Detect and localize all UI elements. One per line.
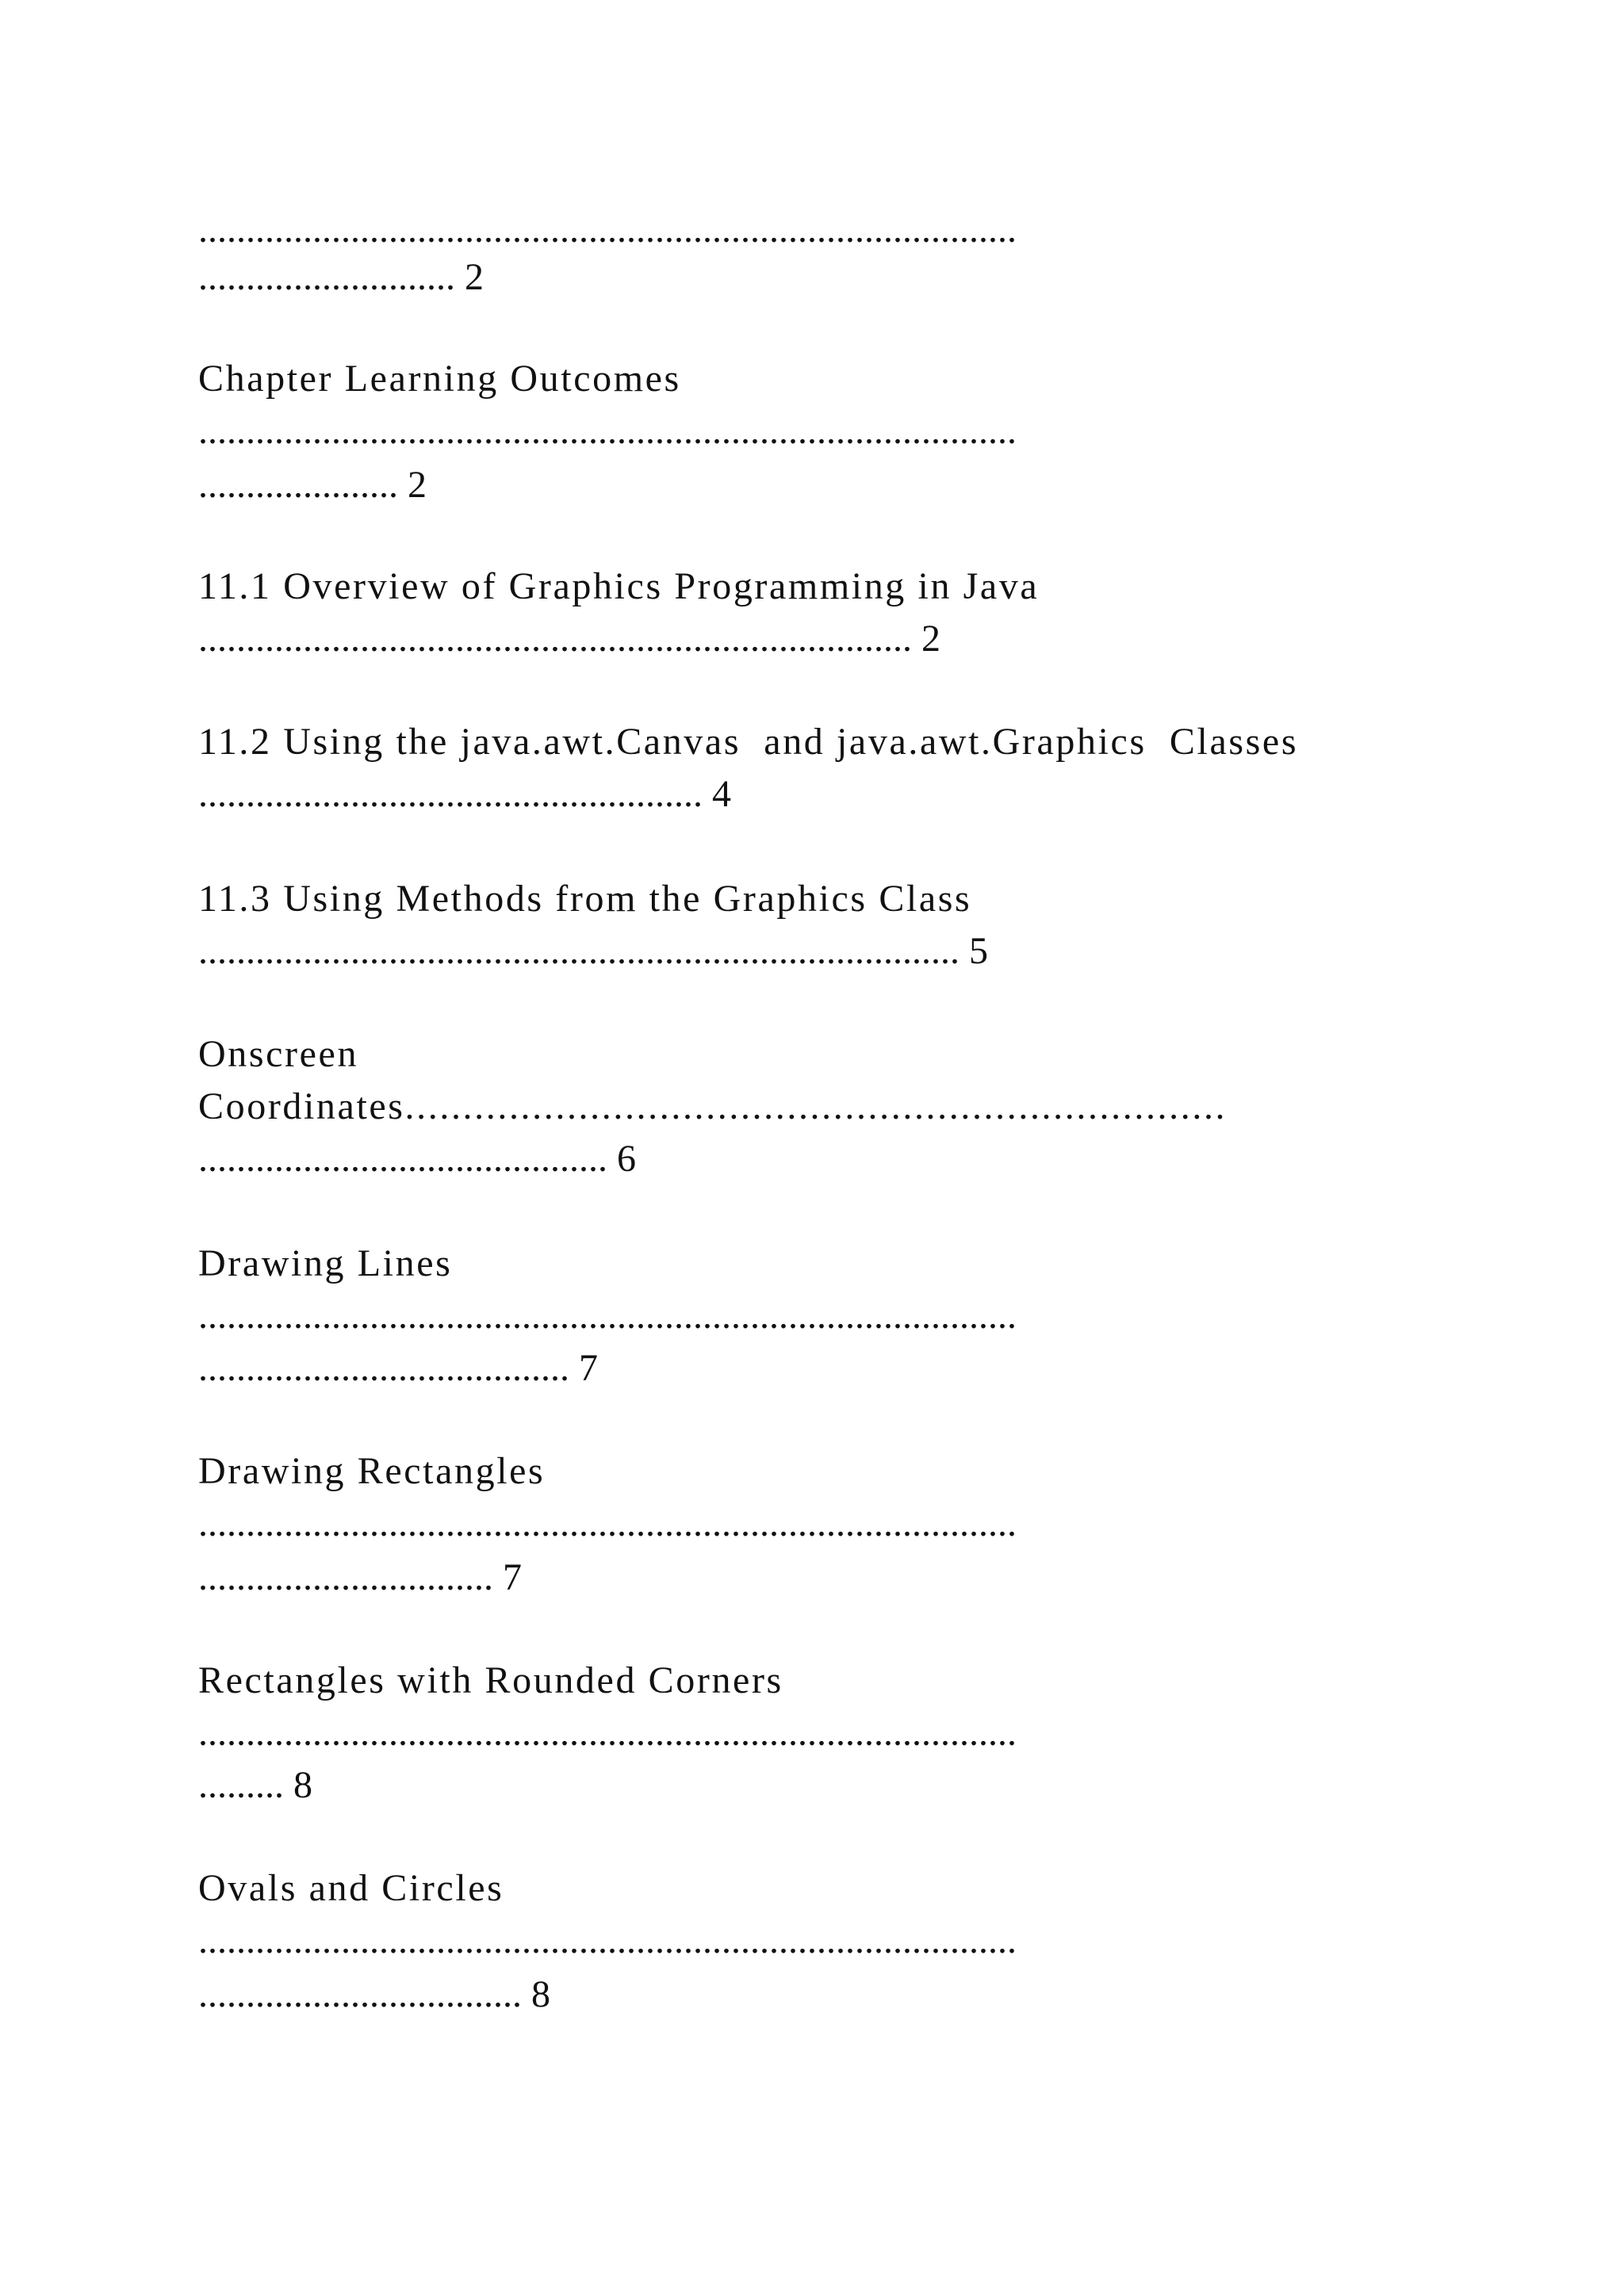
toc-entry-title: Onscreen bbox=[198, 1033, 359, 1075]
toc-entry-title: Chapter Learning Outcomes bbox=[198, 358, 681, 400]
toc-entry-title: 11.3 Using Methods from the Graphics Class bbox=[198, 878, 972, 920]
toc-leader-page-line: ................................................................................ 5 bbox=[198, 930, 988, 972]
toc-leader-line: ...................................................................................... bbox=[198, 209, 1017, 251]
toc-leader-page-line: ..................................................... 4 bbox=[198, 773, 731, 815]
toc-leader-page-line: ....................................... 7 bbox=[198, 1347, 598, 1389]
toc-leader-page-line: ..................... 2 bbox=[198, 464, 427, 506]
toc-leader-page-line: ........................................... 6 bbox=[198, 1138, 636, 1180]
toc-leader-page-line: ............................... 7 bbox=[198, 1556, 522, 1598]
toc-leader-line: ...................................................................................... bbox=[198, 410, 1017, 452]
toc-leader-line: ...................................................................................... bbox=[198, 1919, 1017, 1961]
toc-entry-title: Ovals and Circles bbox=[198, 1867, 504, 1909]
toc-entry-title-continued: Coordinates....................................................................... bbox=[198, 1085, 1228, 1127]
toc-entry-title: 11.2 Using the java.awt.Canvas and java.awt.Graphics Classes bbox=[198, 721, 1299, 763]
toc-leader-page-line: .................................. 8 bbox=[198, 1973, 550, 2015]
toc-entry-title: Drawing Rectangles bbox=[198, 1450, 546, 1492]
toc-leader-page-line: ........................................................................... 2 bbox=[198, 618, 940, 660]
toc-entry-title: Drawing Lines bbox=[198, 1242, 453, 1284]
toc-entry-title: 11.1 Overview of Graphics Programming in Java bbox=[198, 565, 1040, 607]
toc-leader-line: ...................................................................................... bbox=[198, 1295, 1017, 1337]
toc-leader-page-line: ......... 8 bbox=[198, 1764, 312, 1806]
toc-leader-line: ...................................................................................... bbox=[198, 1712, 1017, 1754]
toc-leader-line: ...................................................................................... bbox=[198, 1502, 1017, 1544]
toc-leader-page-line: ........................... 2 bbox=[198, 256, 484, 298]
toc-entry-title: Rectangles with Rounded Corners bbox=[198, 1659, 783, 1701]
